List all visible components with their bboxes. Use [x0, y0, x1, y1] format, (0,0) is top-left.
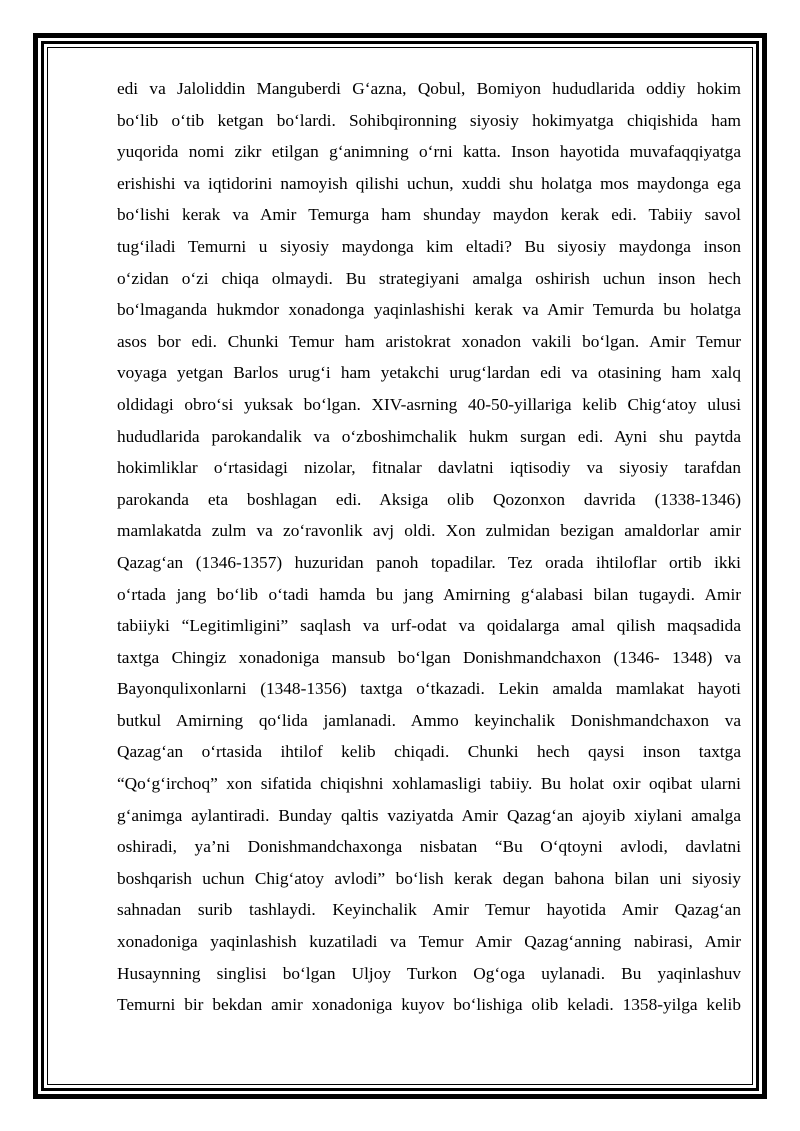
text-line: Temurni bir bekdan amir xonadoniga kuyov bo‘lishiga olib keladi. 1358-yilga kelib [117, 995, 741, 1015]
text-line: Bayonqulixonlarni (1348-1356) taxtga o‘tkazadi. Lekin amalda mamlakat hayoti [117, 679, 741, 699]
text-line: bo‘lishi kerak va Amir Temurga ham shunday maydon kerak edi. Tabiiy savol [117, 205, 741, 225]
text-line: asos bor edi. Chunki Temur ham aristokrat xonadon vakili bo‘lgan. Amir Temur [117, 331, 741, 351]
text-line: Qazag‘an o‘rtasida ihtilof kelib chiqadi. Chunki hech qaysi inson taxtga [117, 742, 741, 762]
text-line: bo‘lmaganda hukmdor xonadonga yaqinlashishi kerak va Amir Temurda bu holatga [117, 300, 741, 320]
text-line: hokimliklar o‘rtasidagi nizolar, fitnalar davlatni iqtisodiy va siyosiy tarafdan [117, 458, 741, 478]
text-line: oldidagi obro‘si yuksak bo‘lgan. XIV-asrning 40-50-yillariga kelib Chig‘atoy ulusi [117, 394, 741, 414]
text-line: oshiradi, ya’ni Donishmandchaxonga nisbatan “Bu O‘qtoyni avlodi, davlatni [117, 837, 741, 857]
text-line: tug‘iladi Temurni u siyosiy maydonga kim eltadi? Bu siyosiy maydonga inson [117, 236, 741, 256]
text-line: tabiiyki “Legitimligini” saqlash va urf-odat va qoidalarga amal qilish maqsadida [117, 616, 741, 636]
text-line: taxtga Chingiz xonadoniga mansub bo‘lgan Donishmandchaxon (1346- 1348) va [117, 647, 741, 667]
text-line: o‘zidan o‘zi chiqa olmaydi. Bu strategiyani amalga oshirish uchun inson hech [117, 268, 741, 288]
text-line: bo‘lib o‘tib ketgan bo‘lardi. Sohibqironning siyosiy hokimyatga chiqishida ham [117, 110, 741, 130]
text-line: yuqorida nomi zikr etilgan g‘animning o‘rni katta. Inson hayotida muvafaqqiyatga [117, 142, 741, 162]
text-line: Husaynning singlisi bo‘lgan Uljoy Turkon Og‘oga uylanadi. Bu yaqinlashuv [117, 963, 741, 983]
text-line: sahnadan surib tashlaydi. Keyinchalik Amir Temur hayotida Amir Qazag‘an [117, 900, 741, 920]
text-line: xonadoniga yaqinlashish kuzatiladi va Temur Amir Qazag‘anning nabirasi, Amir [117, 932, 741, 952]
text-line: “Qo‘g‘irchoq” xon sifatida chiqishni xohlamasligi tabiiy. Bu holat oxir oqibat ularni [117, 774, 741, 794]
text-line: erishishi va iqtidorini namoyish qilishi uchun, xuddi shu holatga mos maydonga ega [117, 173, 741, 193]
text-line: edi va Jaloliddin Manguberdi G‘azna, Qobul, Bomiyon hududlarida oddiy hokim [117, 79, 741, 98]
text-line: hududlarida parokandalik va o‘zboshimchalik hukm surgan edi. Ayni shu paytda [117, 426, 741, 446]
text-line: g‘animga aylantiradi. Bunday qaltis vaziyatda Amir Qazag‘an ajoyib xiylani amalga [117, 805, 741, 825]
text-line: voyaga yetgan Barlos urug‘i ham yetakchi urug‘lardan edi va otasining ham xalq [117, 363, 741, 383]
text-line: mamlakatda zulm va zo‘ravonlik avj oldi. Xon zulmidan bezigan amaldorlar amir [117, 521, 741, 541]
text-line: o‘rtada jang bo‘lib o‘tadi hamda bu jang Amirning g‘alabasi bilan tugaydi. Amir [117, 584, 741, 604]
text-line: butkul Amirning qo‘lida jamlanadi. Ammo keyinchalik Donishmandchaxon va [117, 710, 741, 730]
text-line: boshqarish uchun Chig‘atoy avlodi” bo‘lish kerak degan bahona bilan uni siyosiy [117, 868, 741, 888]
body-text [117, 73, 741, 1021]
text-line: parokanda eta boshlagan edi. Aksiga olib Qozonxon davrida (1338-1346) [117, 489, 741, 509]
text-line: Qazag‘an (1346-1357) huzuridan panoh topadilar. Tez orada ihtiloflar ortib ikki [117, 552, 741, 572]
